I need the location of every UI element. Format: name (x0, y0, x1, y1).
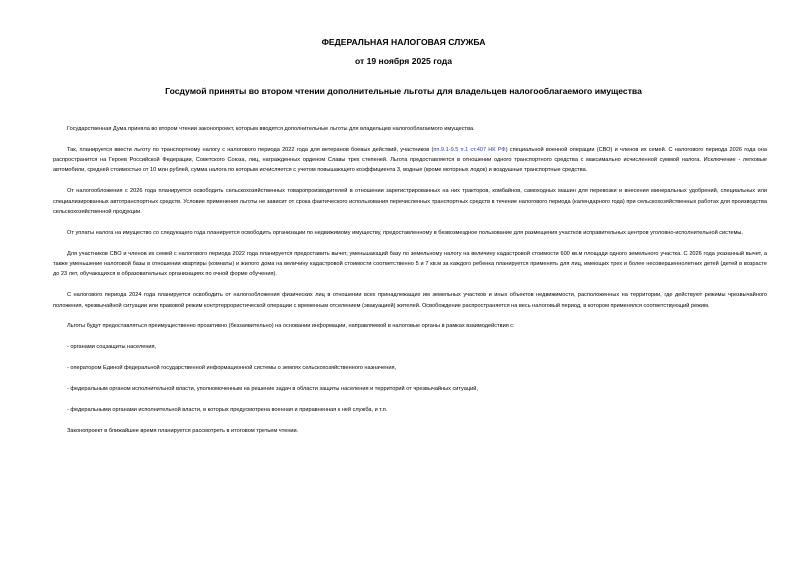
paragraph-property-tax: От уплаты налога на имущество со следующего года планируется освободить организации по недвижимому имуществу, предоставленному в безвозмездное пользование для размещения участков исправительных центров уголовно-исполнительной системы. (67, 229, 744, 236)
paragraph-text: ) специальной военной операции (СВО) и членов их семей. С налогового периода 2026 года она распространится на Героев Российской Федерации, Советского Союза, лиц, награжденных орденом Славы трех степеней. Льгота предоставляется в отношении одного транспортного средства с максимально исчисленной суммой налога. Исключение - легковые автомобили, средней стоимостью от 10 млн рублей, сумма налога по которым исчисляется с учетом повышающего коэффициента 3, водные (кроме моторных лодок) и воздушные транспортные средства. (53, 146, 767, 174)
list-item: - федеральным органом исполнительной власти, уполномоченным на решение задач в области защиты населения и территорий от чрезвычайных ситуаций, (67, 386, 478, 393)
paragraph-intro: Государственная Дума приняла во втором чтении законопроект, которым вводятся дополнительные льготы для владельцев налогооблагаемого имущества. (67, 126, 475, 132)
paragraph-transport-tax (53, 145, 767, 176)
paragraph-conclusion: Законопроект в ближайшее время планируется рассмотреть в итоговом третьем чтении. (67, 427, 299, 434)
list-item: - оператором Единой федеральной государственной информационной системы о землях сельскохозяйственного назначения, (67, 365, 397, 372)
agency-heading: ФЕДЕРАЛЬНАЯ НАЛОГОВАЯ СЛУЖБА (321, 37, 486, 47)
paragraph-text: Так, планируется ввести льготу по транспортному налогу с налогового периода 2022 года для ветеранов боевых действий, участников ( (67, 146, 434, 153)
list-item: - органами соцзащиты населения, (67, 344, 157, 351)
document-body (53, 124, 767, 447)
paragraph-land-tax: Для участников СВО и членов их семей с налогового периода 2022 года планируется предоставить вычет, уменьшающий базу по земельному налогу на величину кадастровой стоимости 600 кв.м площади одного земельного участка. С 2026 года указанный вычет, а также уменьшение налоговой базы в отношении квартиры (комнаты) и жилого дома на величину кадастровой стоимости соответственно 5 и 7 кв.м за каждого ребенка планируется применять для лиц, имеющих трех и более несовершеннолетних детей (детей в возрасте до 23 лет, обучающихся в образовательных организациях по очной форме обучения). (53, 250, 767, 278)
page-title: Госдумой приняты во втором чтении дополнительные льготы для владельцев налогооблагаемого имущества (165, 86, 642, 96)
paragraph-emergency-exemption: С налогового периода 2024 года планируется освободить от налогообложения физических лиц в отношении всех принадлежащих им земельных участков и иных объектов недвижимости, расположенных на территории, где действуют режимы чрезвычайного положения, чрезвычайной ситуации или правовой режим контртеррористической операции с временным отселением (эвакуацией) жителей. Освобождение распространяется на весь налоговый период, в котором применялся соответствующий режим. (53, 292, 767, 309)
list-item: - федеральными органами исполнительной власти, в которых предусмотрена военная и приравненная к ней служба, и т.п. (67, 406, 388, 413)
date-heading: от 19 ноября 2025 года (354, 56, 453, 66)
law-reference-link[interactable]: пп.9.1-9.5 п.1 ст.407 НК РФ (433, 146, 506, 153)
paragraph-agri-producers: От налогообложения с 2026 года планируется освободить сельскохозяйственных товаропроизводителей в отношении зарегистрированных на них тракторов, комбайнов, самоходных машин для перевозки и внесения минеральных удобрений, специальных или специализированных автотранспортных средств. Условие применения льготы не зависит от срока фактического использования перечисленных транспортных средств в течение налогового периода (календарного года) при сельскохозяйственных работах для производства сельскохозяйственной продукции. (53, 188, 767, 215)
paragraph-proactive: Льготы будут предоставляться преимущественно проактивно (беззаявительно) на основании информации, направляемой в налоговые органы в рамках взаимодействия с: (67, 323, 515, 330)
